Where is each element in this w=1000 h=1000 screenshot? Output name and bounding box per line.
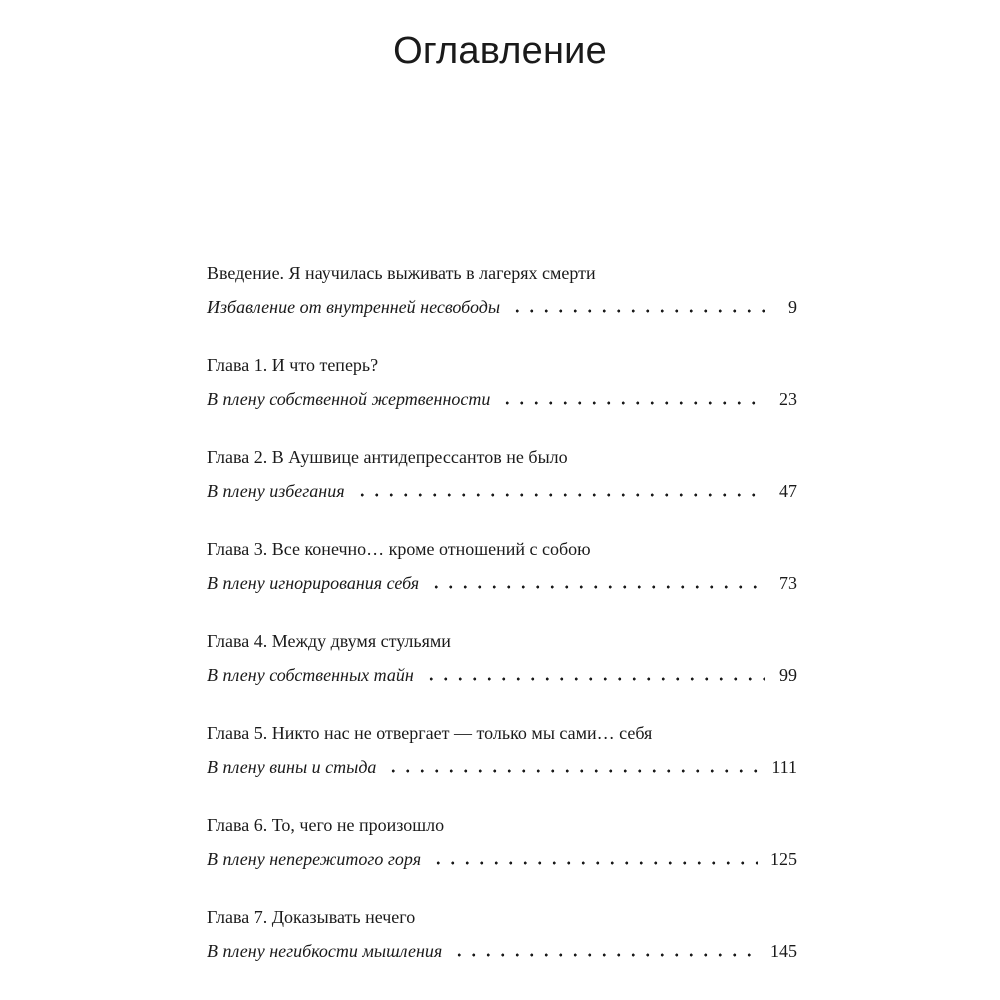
entry-heading: Введение. Я научилась выживать в лагерях смерти: [207, 263, 596, 283]
entry-line: [207, 568, 797, 598]
entry-page-number: 111: [771, 757, 797, 777]
entry-heading: Глава 3. Все конечно… кроме отношений с собою: [207, 539, 591, 559]
entry-page-number: 125: [770, 849, 797, 869]
entry-subtitle: В плену избегания: [207, 481, 345, 501]
dot-leader: [424, 677, 765, 681]
dot-leader: [386, 769, 759, 773]
toc-entry-chapter-2: [207, 442, 797, 534]
entry-subtitle: В плену игнорирования себя: [207, 573, 420, 593]
entry-line: [207, 384, 797, 414]
toc-entry-introduction: [207, 258, 797, 350]
entry-page-number: 73: [779, 573, 797, 593]
entry-heading: Глава 5. Никто нас не отвергает — только мы сами… себя: [207, 723, 653, 743]
entry-subtitle: В плену негибкости мышления: [207, 941, 443, 961]
entry-subtitle: В плену собственной жертвенности: [207, 389, 491, 409]
entry-heading: Глава 4. Между двумя стульями: [207, 631, 451, 651]
table-of-contents: [207, 258, 797, 994]
entry-line: [207, 936, 797, 966]
toc-entry-chapter-6: [207, 810, 797, 902]
entry-heading: Глава 2. В Аушвице антидепрессантов не было: [207, 447, 568, 467]
entry-line: [207, 292, 797, 322]
toc-entry-chapter-4: [207, 626, 797, 718]
dot-leader: [500, 401, 765, 405]
entry-line: [207, 752, 797, 782]
toc-entry-chapter-5: [207, 718, 797, 810]
entry-line: [207, 476, 797, 506]
toc-entry-chapter-7: [207, 902, 797, 994]
entry-subtitle: Избавление от внутренней несвободы: [207, 297, 501, 317]
entry-subtitle: В плену вины и стыда: [207, 757, 377, 777]
entry-heading: Глава 1. И что теперь?: [207, 355, 379, 375]
page-title: Оглавление: [393, 30, 607, 72]
entry-line: [207, 844, 797, 874]
entry-subtitle: В плену собственных тайн: [207, 665, 414, 685]
dot-leader: [355, 493, 765, 497]
toc-entry-chapter-3: [207, 534, 797, 626]
entry-heading: Глава 7. Доказывать нечего: [207, 907, 416, 927]
entry-page-number: 99: [779, 665, 797, 685]
entry-line: [207, 660, 797, 690]
entry-page-number: 47: [779, 481, 797, 501]
dot-leader: [429, 585, 765, 589]
entry-page-number: 23: [779, 389, 797, 409]
toc-entry-chapter-1: [207, 350, 797, 442]
entry-heading: Глава 6. То, чего не произошло: [207, 815, 445, 835]
entry-subtitle: В плену непережитого горя: [207, 849, 422, 869]
dot-leader: [452, 953, 758, 957]
entry-page-number: 9: [788, 297, 797, 317]
entry-page-number: 145: [770, 941, 797, 961]
dot-leader: [431, 861, 758, 865]
dot-leader: [510, 309, 765, 313]
